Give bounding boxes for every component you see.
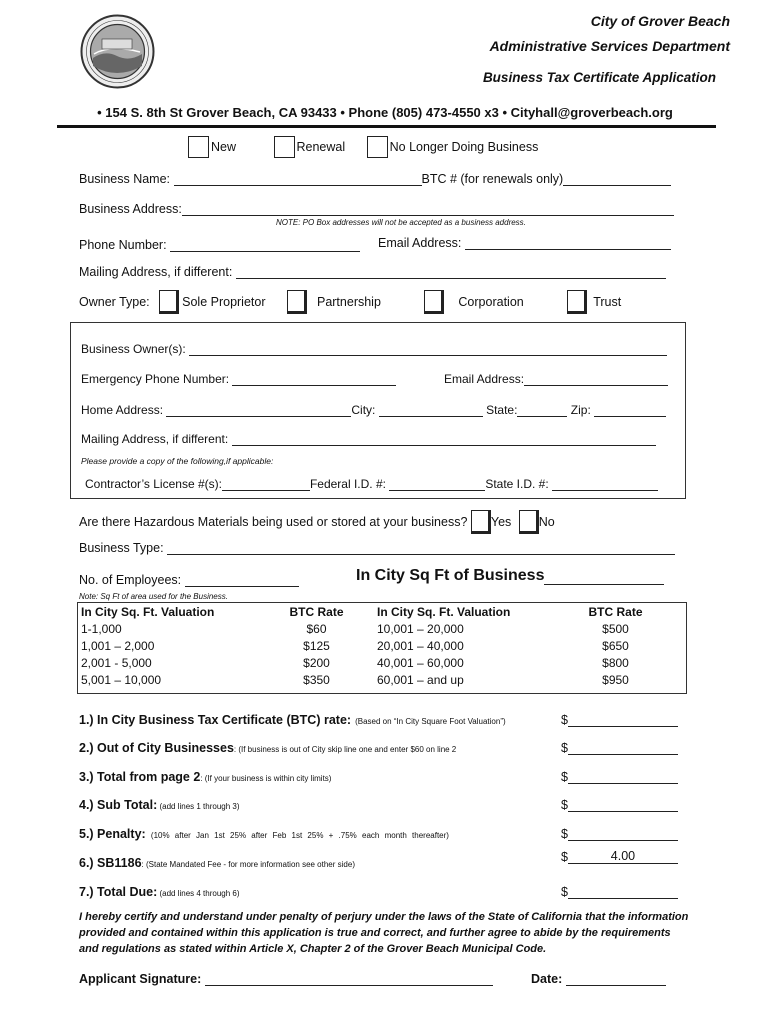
hazard-no-label: No bbox=[538, 515, 555, 529]
rate-cell: $125 bbox=[303, 638, 330, 653]
rate-cell: 5,001 – 10,000 bbox=[81, 672, 162, 687]
amount-4 bbox=[561, 798, 678, 812]
amount-field[interactable] bbox=[568, 885, 678, 899]
form-title: Business Tax Certificate Application bbox=[482, 70, 716, 85]
calc-label: 7.) Total Due: bbox=[79, 885, 158, 899]
amount-field[interactable] bbox=[568, 741, 678, 755]
sqft-note: Note: Sq Ft of area used for the Business. bbox=[79, 592, 228, 601]
table-row bbox=[78, 654, 686, 671]
rate-cell: 2,001 - 5,000 bbox=[81, 655, 152, 670]
calc-line-4 bbox=[79, 798, 240, 812]
po-box-note: NOTE: PO Box addresses will not be accepted as a business address. bbox=[276, 218, 526, 227]
owner-mailing-field[interactable] bbox=[232, 432, 656, 446]
rate-header-cell: In City Sq. Ft. Valuation bbox=[377, 604, 511, 619]
business-address-row bbox=[79, 202, 674, 216]
state-id-field[interactable] bbox=[552, 477, 658, 491]
calc-label: 1.) In City Business Tax Certificate (BTC) rate: bbox=[79, 713, 352, 727]
amount-field[interactable] bbox=[568, 798, 678, 812]
rate-cell: $500 bbox=[602, 621, 629, 636]
city-field[interactable] bbox=[379, 403, 483, 417]
rate-cell: 60,001 – and up bbox=[377, 672, 464, 687]
calc-line-2 bbox=[79, 741, 456, 755]
dollar-sign: $ bbox=[561, 770, 568, 784]
rate-header-cell: BTC Rate bbox=[588, 604, 643, 619]
calc-note: (10% after Jan 1st 25% after Feb 1st 25% + .75% each month thereafter) bbox=[145, 831, 449, 840]
email-field[interactable] bbox=[465, 236, 671, 250]
business-type-label: Business Type: bbox=[79, 541, 164, 555]
contractor-field[interactable] bbox=[222, 477, 310, 491]
calc-line-3 bbox=[79, 770, 331, 784]
calc-note: : (State Mandated Fee - for more information see other side) bbox=[141, 860, 355, 869]
calc-label: 4.) Sub Total: bbox=[79, 798, 158, 812]
renewal-checkbox[interactable] bbox=[274, 136, 295, 158]
state-id-label: State I.D. #: bbox=[485, 477, 549, 491]
federal-field[interactable] bbox=[389, 477, 485, 491]
new-label: New bbox=[211, 140, 237, 154]
calc-note: (Based on “In City Square Foot Valuation”) bbox=[355, 717, 506, 726]
app-type-row bbox=[188, 136, 538, 158]
sole-proprietor-label: Sole Proprietor bbox=[182, 295, 266, 309]
new-checkbox[interactable] bbox=[188, 136, 209, 158]
dollar-sign: $ bbox=[561, 885, 568, 899]
emergency-row bbox=[81, 372, 396, 386]
btc-label: BTC # (for renewals only) bbox=[421, 172, 564, 186]
phone-label: Phone Number: bbox=[79, 238, 167, 252]
mailing-field[interactable] bbox=[236, 265, 666, 279]
rate-header-cell: BTC Rate bbox=[289, 604, 344, 619]
mailing-label: Mailing Address, if different: bbox=[79, 265, 233, 279]
federal-label: Federal I.D. #: bbox=[309, 477, 386, 491]
calc-line-1 bbox=[79, 713, 506, 727]
amount-1 bbox=[561, 713, 678, 727]
city-label: City: bbox=[351, 403, 376, 417]
table-row bbox=[78, 620, 686, 637]
btc-field[interactable] bbox=[563, 172, 671, 186]
state-field[interactable] bbox=[517, 403, 567, 417]
rate-cell: $650 bbox=[602, 638, 629, 653]
calc-line-7 bbox=[79, 885, 240, 899]
date-label: Date: bbox=[531, 972, 563, 986]
trust-label: Trust bbox=[593, 295, 622, 309]
rate-cell: $350 bbox=[303, 672, 330, 687]
amount-3 bbox=[561, 770, 678, 784]
rate-table-header bbox=[78, 603, 686, 620]
phone-field[interactable] bbox=[170, 238, 360, 252]
business-address-label: Business Address: bbox=[79, 202, 182, 216]
owner-type-row bbox=[79, 290, 621, 314]
calc-note: : (If business is out of City skip line one and enter $60 on line 2 bbox=[233, 745, 457, 754]
copy-note: Please provide a copy of the following,if applicable: bbox=[81, 456, 274, 466]
business-name-field[interactable] bbox=[174, 172, 422, 186]
calc-note: (add lines 4 through 6) bbox=[157, 889, 240, 898]
renewal-label: Renewal bbox=[296, 140, 346, 154]
rate-table-wrap bbox=[77, 602, 687, 694]
sb1186-amount-field[interactable]: 4.00 bbox=[568, 849, 678, 864]
zip-label: Zip: bbox=[570, 403, 591, 417]
emergency-field[interactable] bbox=[232, 372, 396, 386]
home-label: Home Address: bbox=[81, 403, 164, 417]
home-field[interactable] bbox=[166, 403, 351, 417]
city-name: City of Grover Beach bbox=[590, 13, 730, 29]
dollar-sign: $ bbox=[561, 713, 568, 727]
amount-field[interactable] bbox=[568, 713, 678, 727]
mailing-row bbox=[79, 265, 666, 279]
hazard-yes-checkbox[interactable] bbox=[471, 510, 491, 534]
department-name: Administrative Services Department bbox=[489, 38, 730, 54]
table-row bbox=[78, 671, 686, 688]
calc-label: 5.) Penalty: bbox=[79, 827, 146, 841]
corporation-checkbox[interactable] bbox=[424, 290, 444, 314]
amount-field[interactable] bbox=[568, 770, 678, 784]
rate-cell: 1,001 – 2,000 bbox=[81, 638, 155, 653]
business-name-row bbox=[79, 172, 671, 186]
employees-field[interactable] bbox=[185, 573, 299, 587]
partnership-label: Partnership bbox=[316, 295, 381, 309]
calc-note: : (If your business is within city limits) bbox=[200, 774, 332, 783]
amount-6 bbox=[561, 849, 678, 864]
rate-cell: $60 bbox=[306, 621, 327, 636]
rate-cell: $950 bbox=[602, 672, 629, 687]
rate-cell: 20,001 – 40,000 bbox=[377, 638, 464, 653]
rate-cell: 10,001 – 20,000 bbox=[377, 621, 464, 636]
home-address-row bbox=[81, 403, 666, 417]
phone-row bbox=[79, 238, 360, 252]
email-row bbox=[378, 236, 671, 250]
hazard-no-checkbox[interactable] bbox=[519, 510, 539, 534]
rate-cell: 1-1,000 bbox=[81, 621, 122, 636]
license-row bbox=[85, 477, 658, 491]
date-row bbox=[531, 972, 666, 986]
amount-2 bbox=[561, 741, 678, 755]
dollar-sign: $ bbox=[561, 827, 568, 841]
hazard-yes-label: Yes bbox=[490, 515, 512, 529]
calc-line-5 bbox=[79, 827, 449, 841]
emergency-label: Emergency Phone Number: bbox=[81, 372, 230, 386]
sqft-label: In City Sq Ft of Business bbox=[356, 567, 545, 584]
corporation-label: Corporation bbox=[458, 295, 524, 309]
calc-label: 3.) Total from page 2 bbox=[79, 770, 201, 784]
sqft-field[interactable] bbox=[544, 568, 664, 585]
calc-note: (add lines 1 through 3) bbox=[157, 802, 240, 811]
sole-proprietor-checkbox[interactable] bbox=[159, 290, 179, 314]
rate-table bbox=[78, 603, 686, 688]
signature-label: Applicant Signature: bbox=[79, 972, 202, 986]
hazard-row bbox=[79, 510, 555, 534]
owners-row bbox=[81, 342, 667, 356]
dollar-sign: $ bbox=[561, 850, 568, 864]
signature-row bbox=[79, 972, 493, 986]
sqft-row bbox=[356, 567, 664, 585]
rate-cell: $200 bbox=[303, 655, 330, 670]
amount-field[interactable] bbox=[568, 827, 678, 841]
calc-label: 2.) Out of City Businesses bbox=[79, 741, 234, 755]
city-seal-logo bbox=[80, 14, 155, 89]
calc-label: 6.) SB1186 bbox=[79, 856, 142, 870]
amount-7 bbox=[561, 885, 678, 899]
business-address-field[interactable] bbox=[182, 202, 674, 216]
employees-label: No. of Employees: bbox=[79, 573, 182, 587]
calc-line-6 bbox=[79, 856, 355, 870]
no-longer-checkbox[interactable] bbox=[367, 136, 388, 158]
rate-header-cell: In City Sq. Ft. Valuation bbox=[81, 604, 215, 619]
owners-label: Business Owner(s): bbox=[81, 342, 186, 356]
business-type-field[interactable] bbox=[167, 541, 675, 555]
employees-row bbox=[79, 573, 299, 587]
hazard-question: Are there Hazardous Materials being used or stored at your business? bbox=[79, 515, 468, 529]
date-field[interactable] bbox=[566, 972, 666, 986]
zip-field[interactable] bbox=[594, 403, 666, 417]
dollar-sign: $ bbox=[561, 798, 568, 812]
business-name-label: Business Name: bbox=[79, 172, 171, 186]
no-longer-label: No Longer Doing Business bbox=[389, 140, 539, 154]
owners-field[interactable] bbox=[189, 342, 667, 356]
signature-field[interactable] bbox=[205, 972, 493, 986]
amount-5 bbox=[561, 827, 678, 841]
address-bar: • 154 S. 8th St Grover Beach, CA 93433 • Phone (805) 473-4550 x3 • Cityhall@groverbeach.org bbox=[97, 105, 673, 120]
table-row bbox=[78, 637, 686, 654]
owner-email-label: Email Address: bbox=[444, 372, 525, 386]
rate-cell: 40,001 – 60,000 bbox=[377, 655, 464, 670]
owner-email-field[interactable] bbox=[524, 372, 668, 386]
state-label: State: bbox=[486, 403, 518, 417]
email-label: Email Address: bbox=[378, 236, 462, 250]
trust-checkbox[interactable] bbox=[567, 290, 587, 314]
header-rule bbox=[57, 125, 716, 128]
owner-email-row bbox=[444, 372, 668, 386]
dollar-sign: $ bbox=[561, 741, 568, 755]
business-type-row bbox=[79, 541, 675, 555]
rate-cell: $800 bbox=[602, 655, 629, 670]
owner-type-label: Owner Type: bbox=[79, 295, 150, 309]
owner-mailing-label: Mailing Address, if different: bbox=[81, 432, 229, 446]
contractor-label: Contractor’s License #(s): bbox=[85, 477, 222, 491]
partnership-checkbox[interactable] bbox=[287, 290, 307, 314]
certification-text: I hereby certify and understand under penalty of perjury under the laws of the State of California that the information provided and contained within this application is true and correct, and further agree to abide by the requirements and regulations as stated within Article X, Chapter 2 of the Grover Beach Municipal Code. bbox=[79, 911, 689, 955]
owner-mailing-row bbox=[81, 432, 656, 446]
